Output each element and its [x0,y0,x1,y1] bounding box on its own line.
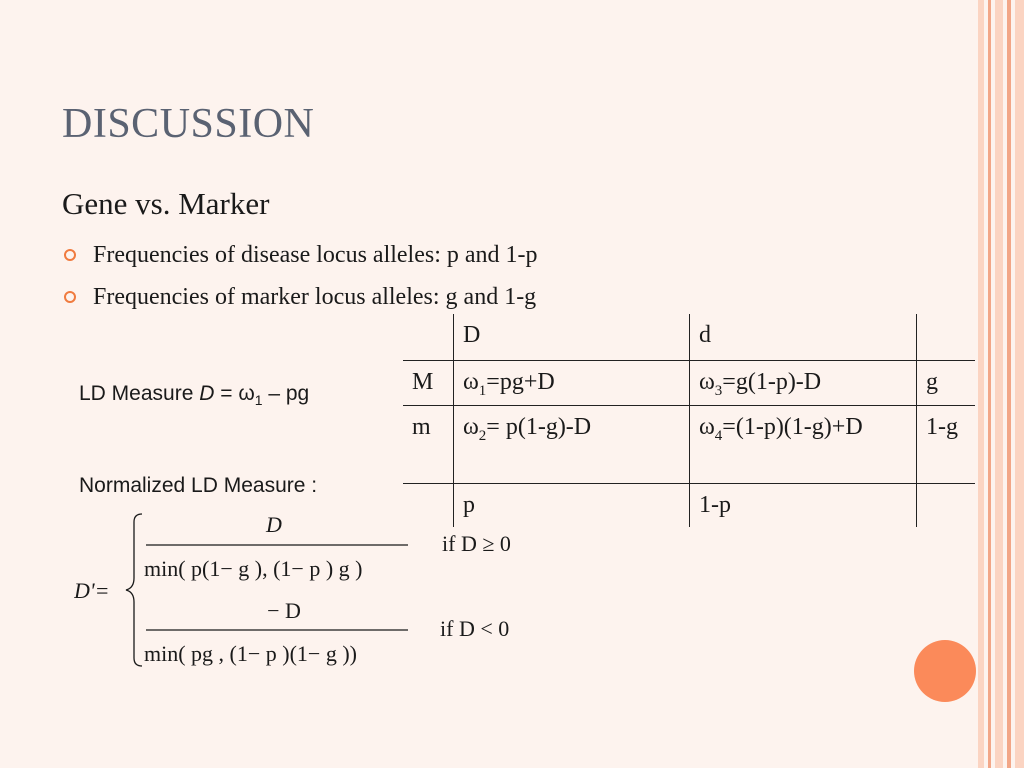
normalized-ld-label: Normalized LD Measure : [79,474,318,497]
table-cell: M [403,361,454,406]
table-cell: $\omega_1=pg+D$ [454,361,690,406]
table-cell: m [403,406,454,484]
table-cell: $\omega_4=(1-p)(1-g)+D$ [690,406,917,484]
table-cell: $\omega_3=g(1-p)-D$ [690,361,917,406]
normalized-ld-formula [74,508,554,673]
table-cell: d [690,314,917,361]
case1-denominator: min( p(1− g ), (1− p ) g ) [144,556,363,581]
table-cell: D [454,314,690,361]
bullet-text: Frequencies of disease locus alleles: p and 1-p [93,242,538,268]
decorative-stripes [978,0,1024,768]
case2-condition: if D < 0 [440,616,510,641]
slide-subtitle: Gene vs. Marker [62,186,270,221]
table-cell: $\omega_2= p(1-g)-D$ [454,406,690,484]
table-cell: 1-g [917,406,976,484]
table-header-row [403,314,975,361]
slide-title: DISCUSSION [62,101,315,147]
case2-denominator: min( pg , (1− p )(1− g )) [144,641,357,666]
table-row [403,361,975,406]
case1-numerator: D [266,512,282,537]
bullet-list [62,238,662,322]
haplotype-table [403,314,975,527]
bullet-text: Frequencies of marker locus alleles: g and 1-g [93,284,537,310]
bullet-icon [64,249,76,261]
bullet-item [62,238,662,272]
table-cell: g [917,361,976,406]
formula-lhs: D'= [74,578,110,603]
bullet-icon [64,291,76,303]
table-cell: p [454,484,690,528]
case1-condition: if D ≥ 0 [442,531,511,556]
table-cell: 1-p [690,484,917,528]
bullet-item [62,280,662,314]
table-row [403,406,975,484]
table-cell [403,314,454,361]
decorative-circle [914,640,976,702]
table-cell [917,484,976,528]
table-cell [917,314,976,361]
case2-numerator: − D [267,598,301,623]
brace-icon [126,514,142,666]
ld-measure: LD Measure $D = \omega_1$ – pg [79,382,310,409]
